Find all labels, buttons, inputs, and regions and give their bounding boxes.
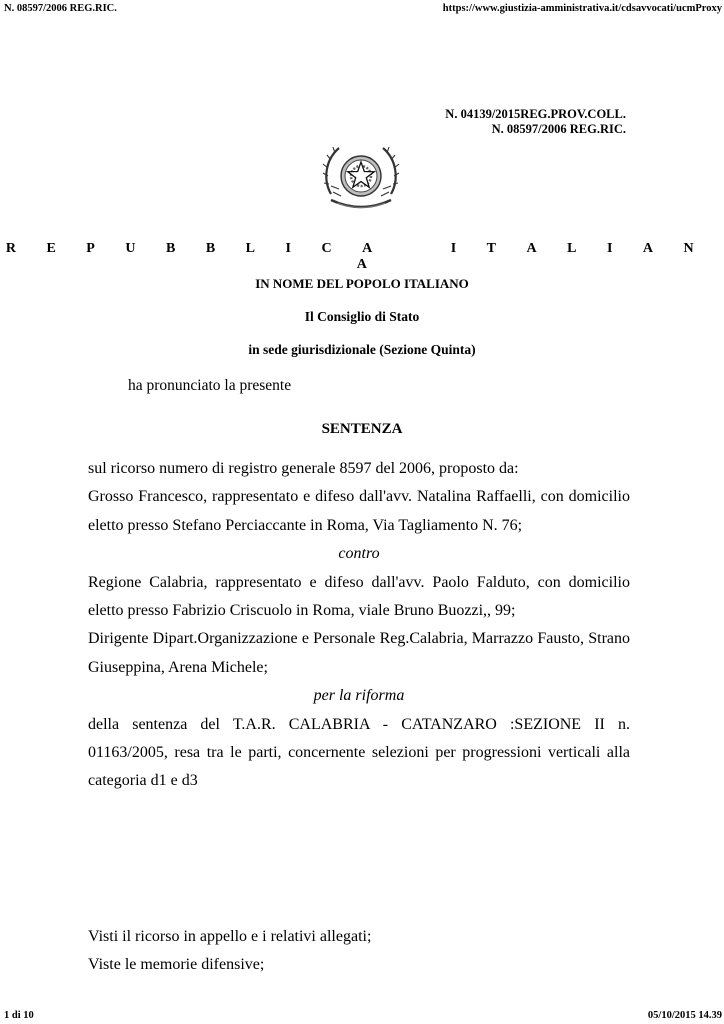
republic-letter: A [362, 241, 373, 256]
reg-ric: N. 08597/2006 REG.RIC. [491, 122, 626, 136]
republic-letter: T [486, 241, 497, 256]
print-datetime: 05/10/2015 14.39 [647, 1010, 722, 1021]
consiglio-heading: Il Consiglio di Stato [304, 309, 420, 324]
italian-republic-emblem-icon [319, 136, 403, 220]
republic-letter: C [321, 241, 333, 256]
per-la-riforma-heading: per la riforma [313, 687, 405, 705]
reg-prov-coll: N. 04139/2015REG.PROV.COLL. [445, 107, 626, 121]
paragraph: Regione Calabria, rappresentato e difeso dall'avv. Paolo Falduto, con domicilio eletto presso Fabrizio Criscuolo in Roma, viale Bruno Buozzi,, 99; [88, 573, 630, 620]
republic-letter: I [285, 241, 292, 256]
republic-letter: A [356, 257, 368, 272]
republic-letter: P [86, 241, 96, 256]
republic-letter: I [450, 241, 457, 256]
sezione-heading: in sede giurisdizionale (Sezione Quinta) [248, 342, 476, 357]
registry-numbers [445, 107, 626, 137]
page-counter: 1 di 10 [4, 1010, 34, 1021]
paragraph: della sentenza del T.A.R. CALABRIA - CATANZARO :SEZIONE II n. 01163/2005, resa tra le parti, concernente selezioni per progressioni verticali alla categoria d1 e d3 [88, 715, 630, 790]
republic-letter: N [683, 241, 695, 256]
contro-heading: contro [338, 545, 380, 563]
paragraph: Grosso Francesco, rappresentato e difeso dall'avv. Natalina Raffaelli, con domicilio eletto presso Stefano Perciaccante in Roma, Via Tagliamento N. 76; [88, 488, 630, 534]
republic-letter: L [245, 241, 256, 256]
republic-heading [0, 241, 724, 273]
republic-letter: B [205, 241, 216, 256]
paragraph: Dirigente Dipart.Organizzazione e Personale Reg.Calabria, Marrazzo Fausto, Strano Giuseppina, Arena Michele; [88, 630, 630, 676]
document-body [88, 455, 630, 796]
in-nome-heading: IN NOME DEL POPOLO ITALIANO [255, 276, 469, 291]
republic-letter: L [567, 241, 577, 256]
republic-letter: A [526, 241, 538, 256]
republic-letter: I [606, 241, 613, 256]
browser-header-left: N. 08597/2006 REG.RIC. [4, 3, 117, 14]
browser-header-url: https://www.giustizia-amministrativa.it/cdsavvocati/ucmProxy [442, 3, 722, 14]
republic-letter: B [165, 241, 176, 256]
republic-letter: U [125, 241, 136, 256]
document-body-continued [88, 923, 630, 980]
paragraph: sul ricorso numero di registro generale 8597 del 2006, proposto da: [88, 460, 519, 477]
pronunciato-line: ha pronunciato la presente [128, 377, 292, 394]
sentenza-title: SENTENZA [321, 421, 403, 437]
republic-letter: R [5, 241, 17, 256]
paragraph: Viste le memorie difensive; [88, 956, 265, 974]
paragraph: Visti il ricorso in appello e i relativi allegati; [88, 928, 372, 945]
republic-letter: E [46, 241, 57, 256]
republic-letter: A [642, 241, 654, 256]
